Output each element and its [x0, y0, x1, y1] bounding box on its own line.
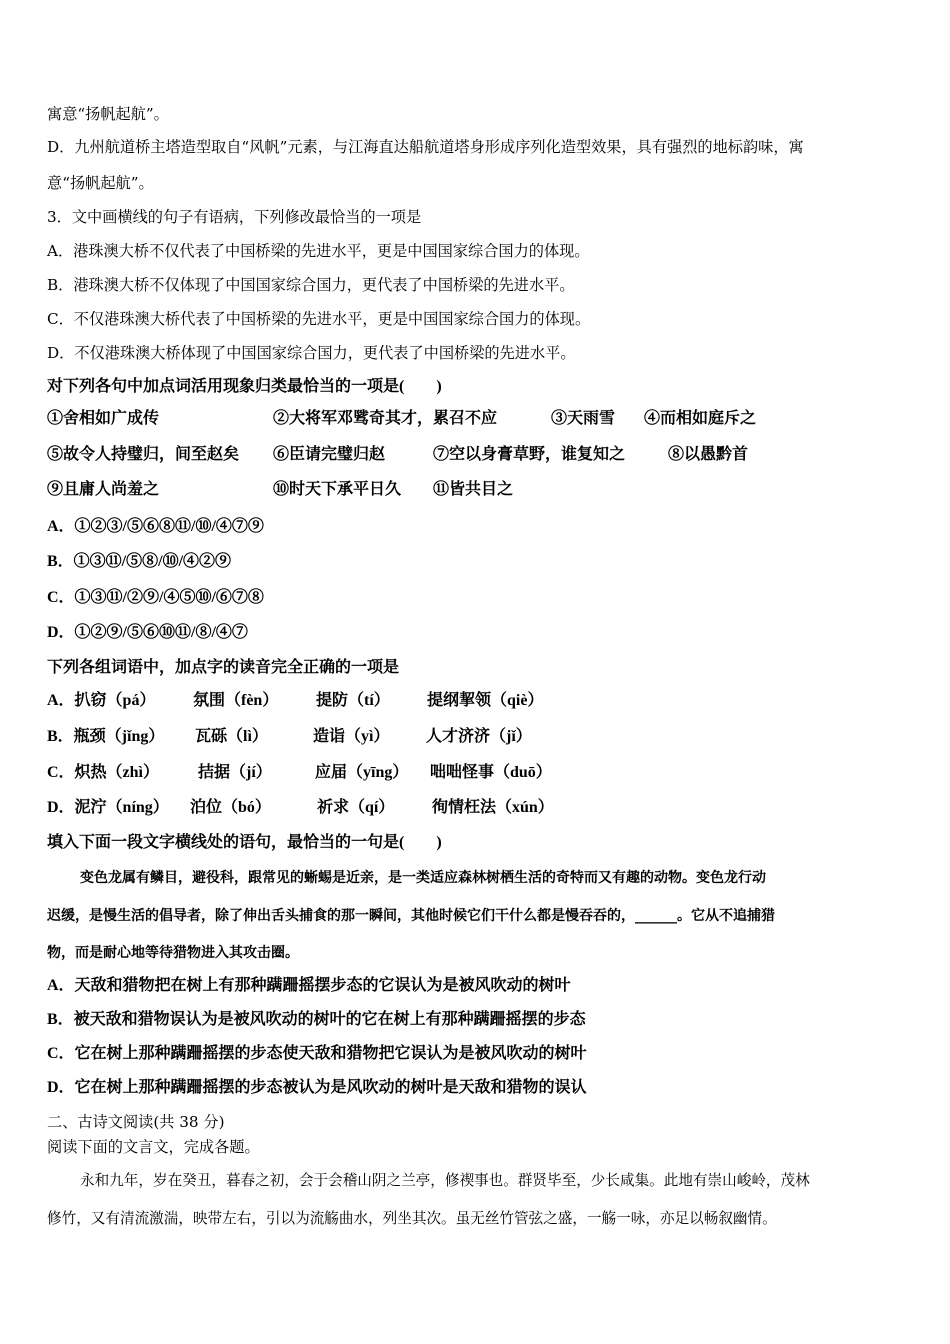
q5-word: 人才济济（jǐ） [426, 728, 532, 745]
q6-passage-line-2: 迟缓，是慢生活的倡导者，除了伸出舌头捕食的那一瞬间，其他时候它们干什么都是慢吞吞的，______。它从不追捕猎 [47, 908, 775, 924]
q2-option-d-line-1: D．九州航道桥主塔造型取自“风帆”元素，与江海直达船航道塔身形成序列化造型效果，具有强烈的地标韵味，寓 [47, 138, 804, 156]
q4-item: ⑦空以身膏草野，谁复知之 [433, 446, 626, 463]
q3-option-d: D．不仅港珠澳大桥体现了中国国家综合国力，更代表了中国桥梁的先进水平。 [47, 344, 576, 362]
q6-stem: 填入下面一段文字横线处的语句，最恰当的一句是( ) [47, 834, 442, 851]
q4-item: ⑥臣请完璧归赵 [273, 446, 386, 463]
section-2-passage-line-2: 修竹，又有清流激湍，映带左右，引以为流觞曲水，列坐其次。虽无丝竹管弦之盛，一觞一咏，亦足以畅叙幽情。 [47, 1210, 777, 1227]
q5-word: B．瓶颈（jǐng） [47, 728, 165, 745]
q3-option-b: B．港珠澳大桥不仅体现了中国国家综合国力，更代表了中国桥梁的先进水平。 [47, 276, 575, 294]
section-2-passage-line-1: 永和九年，岁在癸丑，暮春之初，会于会稽山阴之兰亭，修禊事也。群贤毕至，少长咸集。此地有崇山峻岭，茂林 [80, 1172, 810, 1189]
q4-stem: 对下列各句中加点词活用现象归类最恰当的一项是( ) [47, 378, 442, 395]
q5-word: 氛围（fèn） [193, 692, 279, 709]
q6-option-b: B．被天敌和猎物误认为是被风吹动的树叶的它在树上有那种蹒跚摇摆的步态 [47, 1011, 586, 1028]
q5-word: A．扒窃（pá） [47, 692, 156, 709]
q4-item: ⑧以愚黔首 [668, 446, 749, 463]
q6-passage-line-3: 物，而是耐心地等待猎物进入其攻击圈。 [47, 945, 299, 961]
q4-item: ④而相如庭斥之 [644, 410, 757, 427]
q5-word: 瓦砾（lì） [195, 728, 268, 745]
q5-word: 祈求（qí） [317, 799, 395, 816]
q4-option-d: D．①②⑨/⑤⑥⑩⑪/⑧/④⑦ [47, 624, 248, 641]
q5-word: C．炽热（zhì） [47, 764, 160, 781]
q5-word: 咄咄怪事（duō） [430, 764, 552, 781]
q3-option-c: C．不仅港珠澳大桥代表了中国桥梁的先进水平，更是中国国家综合国力的体现。 [47, 310, 591, 328]
q2-option-d-line-2: 意“扬帆起航”。 [47, 174, 154, 192]
q4-item: ⑩时天下承平日久 [273, 481, 402, 498]
q6-passage-line-1: 变色龙属有鳞目，避役科，跟常见的蜥蜴是近亲，是一类适应森林树栖生活的奇特而又有趣的动物。变色龙行动 [80, 870, 766, 886]
q5-word: 应届（yīng） [315, 764, 409, 781]
q5-stem: 下列各组词语中，加点字的读音完全正确的一项是 [47, 659, 400, 676]
q5-word: 提纲挈领（qiè） [427, 692, 544, 709]
q5-word: 徇情枉法（xún） [432, 799, 554, 816]
q6-option-a: A．天敌和猎物把在树上有那种蹒跚摇摆步态的它误认为是被风吹动的树叶 [47, 977, 571, 994]
section-2-instruction: 阅读下面的文言文，完成各题。 [47, 1138, 260, 1156]
q4-item: ⑨且庸人尚羞之 [47, 481, 160, 498]
q5-word: 提防（tí） [316, 692, 390, 709]
q6-option-d: D．它在树上那种蹒跚摇摆的步态被认为是风吹动的树叶是天敌和猎物的误认 [47, 1079, 587, 1096]
q4-item: ③天雨雪 [551, 410, 616, 427]
q5-word: 泊位（bó） [190, 799, 271, 816]
q4-item: ⑪皆共目之 [433, 481, 514, 498]
section-2-title: 二、古诗文阅读(共 38 分) [47, 1113, 225, 1131]
q4-option-c: C．①③⑪/②⑨/④⑤⑩/⑥⑦⑧ [47, 589, 264, 606]
q4-option-a: A．①②③/⑤⑥⑧⑪/⑩/④⑦⑨ [47, 518, 264, 535]
q4-item: ②大将军邓骘奇其才，累召不应 [273, 410, 498, 427]
q3-stem: 3．文中画横线的句子有语病，下列修改最恰当的一项是 [47, 208, 422, 226]
q5-word: 拮据（jí） [198, 764, 272, 781]
q4-item: ⑤故令人持璧归，间至赵矣 [47, 446, 240, 463]
q6-option-c: C．它在树上那种蹒跚摇摆的步态使天敌和猎物把它误认为是被风吹动的树叶 [47, 1045, 587, 1062]
q4-item: ①舍相如广成传 [47, 410, 160, 427]
q2-option-c-end: 寓意“扬帆起航”。 [47, 105, 169, 123]
q3-option-a: A．港珠澳大桥不仅代表了中国桥梁的先进水平，更是中国国家综合国力的体现。 [47, 242, 590, 260]
q5-word: 造诣（yì） [313, 728, 390, 745]
q5-word: D．泥泞（níng） [47, 799, 169, 816]
q4-option-b: B．①③⑪/⑤⑧/⑩/④②⑨ [47, 553, 232, 570]
